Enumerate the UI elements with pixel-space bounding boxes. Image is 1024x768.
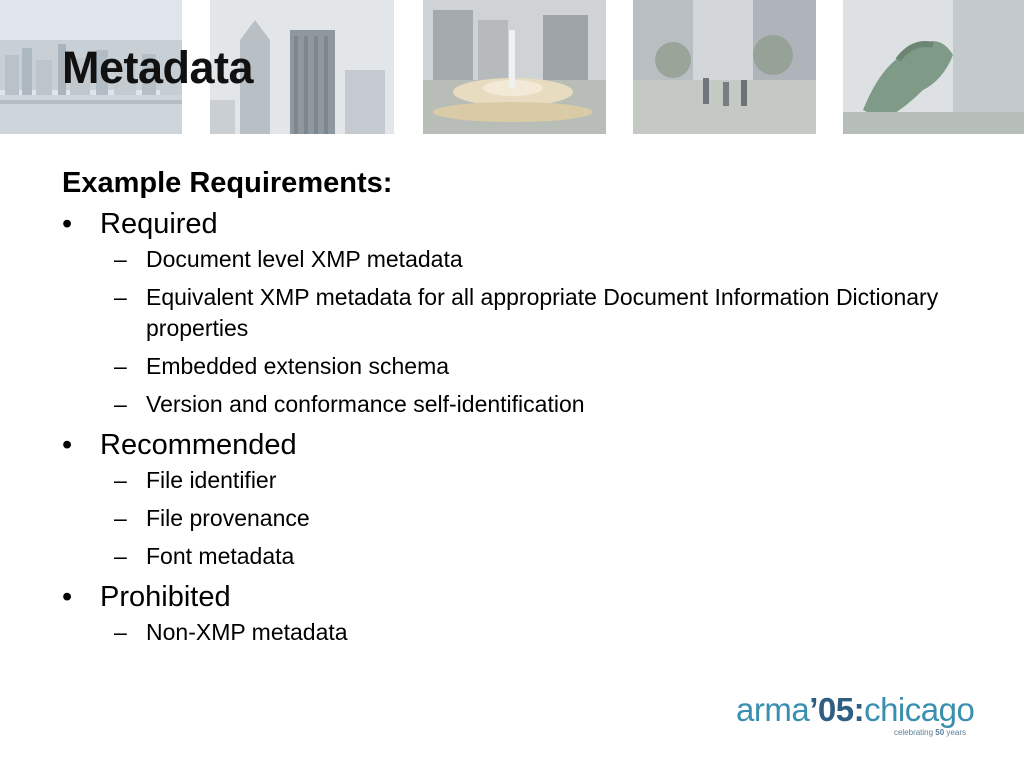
dash-glyph: – <box>114 353 127 379</box>
sub-bullet <box>62 617 962 648</box>
dash-glyph: – <box>114 543 127 569</box>
dash-glyph: – <box>114 505 127 531</box>
sub-bullet-text: Embedded extension schema <box>146 353 450 379</box>
banner-photo-street <box>633 0 816 134</box>
slide-body <box>62 164 962 655</box>
sub-bullet <box>62 244 962 275</box>
bullet-required <box>62 206 962 242</box>
bullet-glyph: • <box>62 208 73 240</box>
logo-year: ’05 <box>809 691 854 728</box>
sub-bullet <box>62 541 962 572</box>
logo-city: chicago <box>864 691 975 728</box>
example-requirements-heading: Example Requirements: <box>62 167 393 199</box>
sub-bullet-text: Font metadata <box>146 543 295 569</box>
bullet-prohibited <box>62 579 962 615</box>
logo-tagline-prefix: celebrating <box>893 728 936 737</box>
sub-bullet-text: Version and conformance self-identification <box>146 391 585 417</box>
arma-chicago-logo <box>736 690 975 740</box>
slide-title: Metadata <box>62 42 254 93</box>
dash-glyph: – <box>114 467 127 493</box>
sub-bullet <box>62 503 962 534</box>
logo-tagline-number: 50 <box>935 728 945 737</box>
bullet-label: Prohibited <box>100 581 231 613</box>
bullet-recommended <box>62 427 962 463</box>
bullet-glyph: • <box>62 429 73 461</box>
dash-glyph: – <box>114 246 127 272</box>
logo-tagline-suffix: years <box>944 728 966 737</box>
sub-bullet <box>62 465 962 496</box>
bullet-glyph: • <box>62 581 73 613</box>
sub-bullet-text: File identifier <box>146 467 277 493</box>
sub-bullet <box>62 282 962 344</box>
logo-tagline <box>894 728 966 737</box>
sub-bullet-text: File provenance <box>146 505 310 531</box>
logo-wordmark <box>736 690 974 730</box>
logo-colon: : <box>853 691 865 728</box>
banner-photo-statue <box>843 0 1024 134</box>
bullet-label: Required <box>100 208 218 240</box>
banner-photo-fountain <box>423 0 606 134</box>
sub-bullet-text: Non-XMP metadata <box>146 619 348 645</box>
bullet-label: Recommended <box>100 429 297 461</box>
logo-arma: arma <box>736 691 810 728</box>
dash-glyph: – <box>114 619 127 645</box>
dash-glyph: – <box>114 284 127 310</box>
sub-bullet-text: Equivalent XMP metadata for all appropriate Document Information Dictionary properties <box>146 284 939 341</box>
sub-bullet <box>62 389 962 420</box>
sub-bullet <box>62 351 962 382</box>
dash-glyph: – <box>114 391 127 417</box>
sub-bullet-text: Document level XMP metadata <box>146 246 463 272</box>
